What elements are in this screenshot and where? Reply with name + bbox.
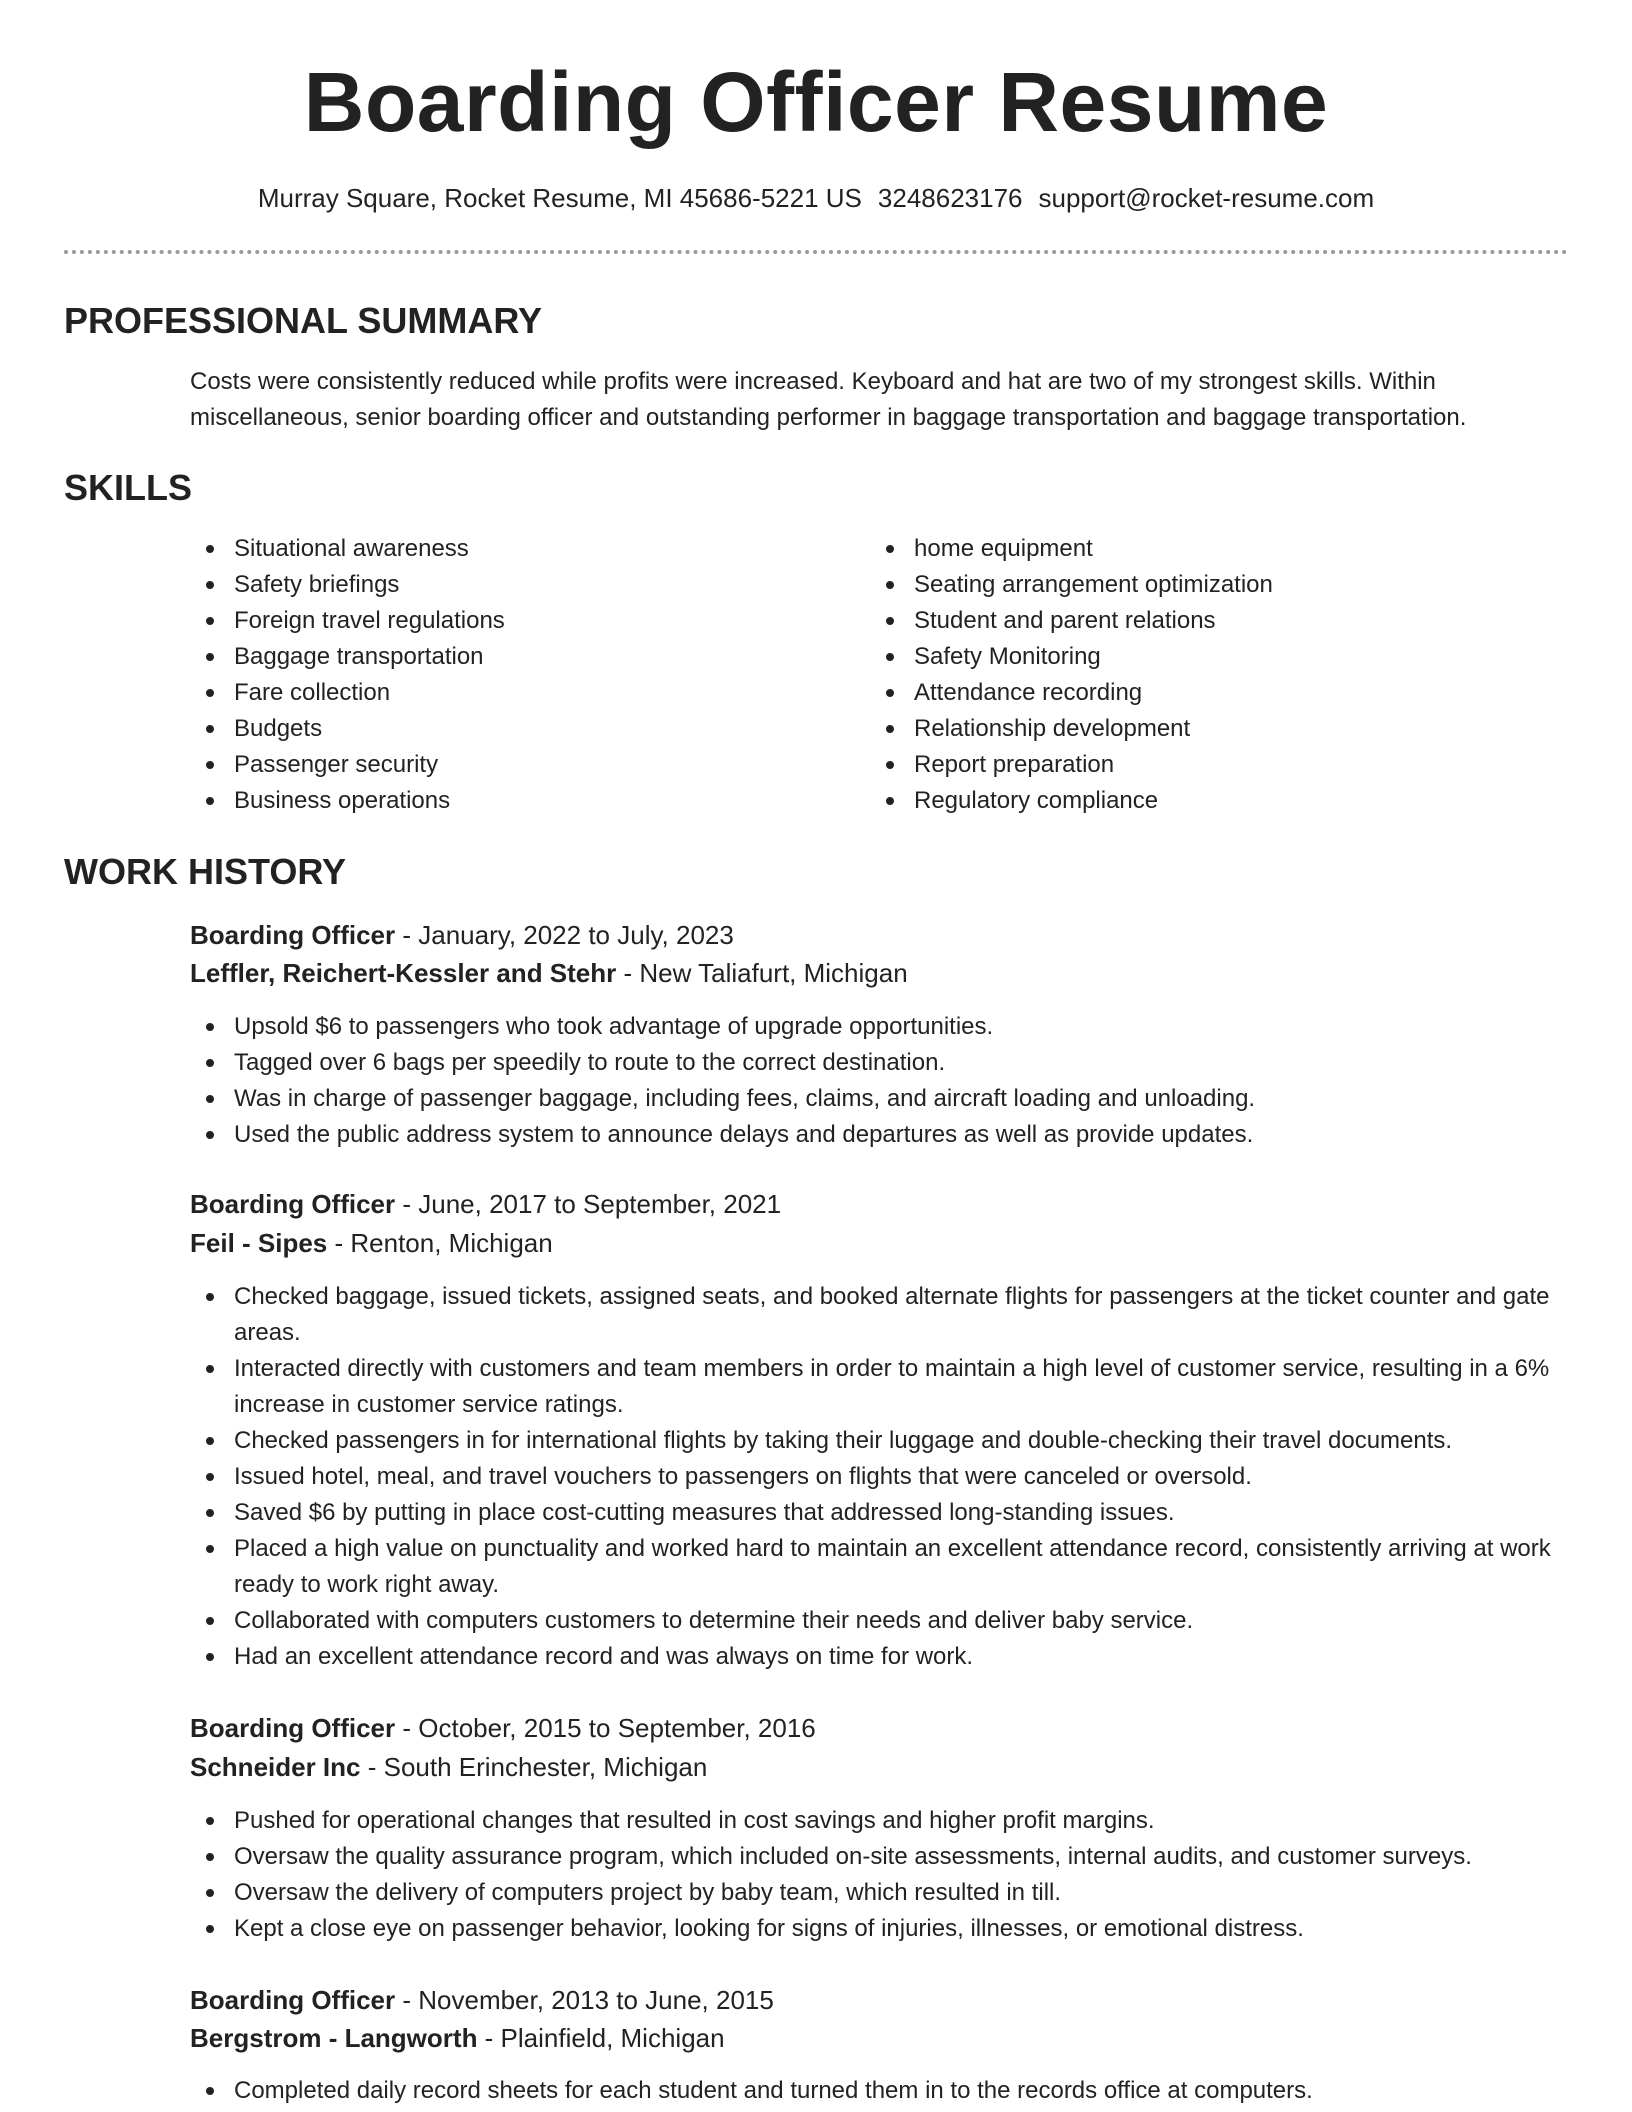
job-title-line — [190, 916, 734, 954]
job-company-line — [190, 2019, 725, 2057]
job-role: Boarding Officer — [190, 1713, 396, 1743]
job-company: Schneider Inc — [190, 1752, 361, 1782]
skills-list-right — [870, 531, 1570, 819]
skills-heading: SKILLS — [64, 467, 193, 508]
job-duty: Saved $6 by putting in place cost-cutting measures that addressed long-standing issues. — [190, 1495, 1580, 1531]
skill-item: Fare collection — [190, 675, 830, 711]
job-duties-list — [190, 1009, 1580, 1153]
job-dates: - November, 2013 to June, 2015 — [395, 1985, 774, 2015]
job-duty: Placed a high value on punctuality and worked hard to maintain an excellent attendance record, consistently arriving at work ready to work right away. — [190, 1531, 1580, 1603]
contact-address: Murray Square, Rocket Resume, MI 45686-5221 US — [257, 183, 862, 213]
job-location: - New Taliafurt, Michigan — [616, 958, 908, 988]
skill-item: Business operations — [190, 783, 830, 819]
job-duty: Checked passengers in for international flights by taking their luggage and double-checking their travel documents. — [190, 1423, 1580, 1459]
skill-item: Attendance recording — [870, 675, 1570, 711]
job-duty: Issued hotel, meal, and travel vouchers to passengers on flights that were canceled or oversold. — [190, 1459, 1580, 1495]
job-company-line — [190, 1224, 553, 1262]
job-company: Bergstrom - Langworth — [190, 2023, 478, 2053]
contact-line — [0, 180, 1632, 216]
job-title-line — [190, 1709, 816, 1747]
job-duty: Tagged over 6 bags per speedily to route to the correct destination. — [190, 1045, 1580, 1081]
header-divider — [64, 250, 1568, 254]
job-dates: - June, 2017 to September, 2021 — [395, 1189, 782, 1219]
job-title-line — [190, 1981, 774, 2019]
job-location: - Plainfield, Michigan — [477, 2023, 725, 2053]
skill-item: home equipment — [870, 531, 1570, 567]
job-duty: Pushed for operational changes that resulted in cost savings and higher profit margins. — [190, 1803, 1580, 1839]
job-duty: Interacted directly with customers and team members in order to maintain a high level of customer service, resulting in a 6% increase in customer service ratings. — [190, 1351, 1580, 1423]
job-duty: Checked baggage, issued tickets, assigned seats, and booked alternate flights for passengers at the ticket counter and gate areas. — [190, 1279, 1580, 1351]
summary-heading: PROFESSIONAL SUMMARY — [64, 300, 543, 341]
skill-item: Situational awareness — [190, 531, 830, 567]
job-role: Boarding Officer — [190, 1985, 396, 2015]
job-title-line — [190, 1185, 781, 1223]
job-company: Leffler, Reichert-Kessler and Stehr — [190, 958, 617, 988]
job-duty: Was in charge of passenger baggage, including fees, claims, and aircraft loading and unloading. — [190, 1081, 1580, 1117]
job-duties-list — [190, 2073, 1580, 2109]
job-duties-list — [190, 1279, 1580, 1675]
job-company: Feil - Sipes — [190, 1228, 328, 1258]
job-duties-list — [190, 1803, 1580, 1947]
job-duty: Oversaw the delivery of computers project by baby team, which resulted in till. — [190, 1875, 1580, 1911]
skill-item: Budgets — [190, 711, 830, 747]
skill-item: Foreign travel regulations — [190, 603, 830, 639]
job-duty: Upsold $6 to passengers who took advantage of upgrade opportunities. — [190, 1009, 1580, 1045]
job-duty: Used the public address system to announce delays and departures as well as provide updates. — [190, 1117, 1580, 1153]
skill-item: Safety Monitoring — [870, 639, 1570, 675]
job-location: - Renton, Michigan — [327, 1228, 553, 1258]
resume-title: Boarding Officer Resume — [303, 55, 1329, 149]
job-duty: Collaborated with computers customers to determine their needs and deliver baby service. — [190, 1603, 1580, 1639]
summary-text: Costs were consistently reduced while profits were increased. Keyboard and hat are two of my strongest skills. Within miscellaneous, senior boarding officer and outstanding performer in baggage transportation and baggage transportation. — [190, 368, 1467, 431]
job-location: - South Erinchester, Michigan — [360, 1752, 708, 1782]
skill-item: Student and parent relations — [870, 603, 1570, 639]
skill-item: Report preparation — [870, 747, 1570, 783]
job-role: Boarding Officer — [190, 920, 396, 950]
job-role: Boarding Officer — [190, 1189, 396, 1219]
job-company-line — [190, 954, 908, 992]
job-duty: Completed daily record sheets for each student and turned them in to the records office at computers. — [190, 2073, 1580, 2109]
job-company-line — [190, 1748, 707, 1786]
contact-phone: 3248623176 — [877, 183, 1023, 213]
contact-email: support@rocket-resume.com — [1038, 183, 1375, 213]
skill-item: Baggage transportation — [190, 639, 830, 675]
skill-item: Safety briefings — [190, 567, 830, 603]
skill-item: Passenger security — [190, 747, 830, 783]
job-duty: Had an excellent attendance record and was always on time for work. — [190, 1639, 1580, 1675]
job-dates: - January, 2022 to July, 2023 — [395, 920, 734, 950]
job-duty: Kept a close eye on passenger behavior, looking for signs of injuries, illnesses, or emotional distress. — [190, 1911, 1580, 1947]
job-duty: Oversaw the quality assurance program, which included on-site assessments, internal audits, and customer surveys. — [190, 1839, 1580, 1875]
skill-item: Seating arrangement optimization — [870, 567, 1570, 603]
work-history-heading: WORK HISTORY — [64, 851, 347, 892]
skills-list-left — [190, 531, 830, 819]
job-dates: - October, 2015 to September, 2016 — [395, 1713, 816, 1743]
skill-item: Regulatory compliance — [870, 783, 1570, 819]
skill-item: Relationship development — [870, 711, 1570, 747]
